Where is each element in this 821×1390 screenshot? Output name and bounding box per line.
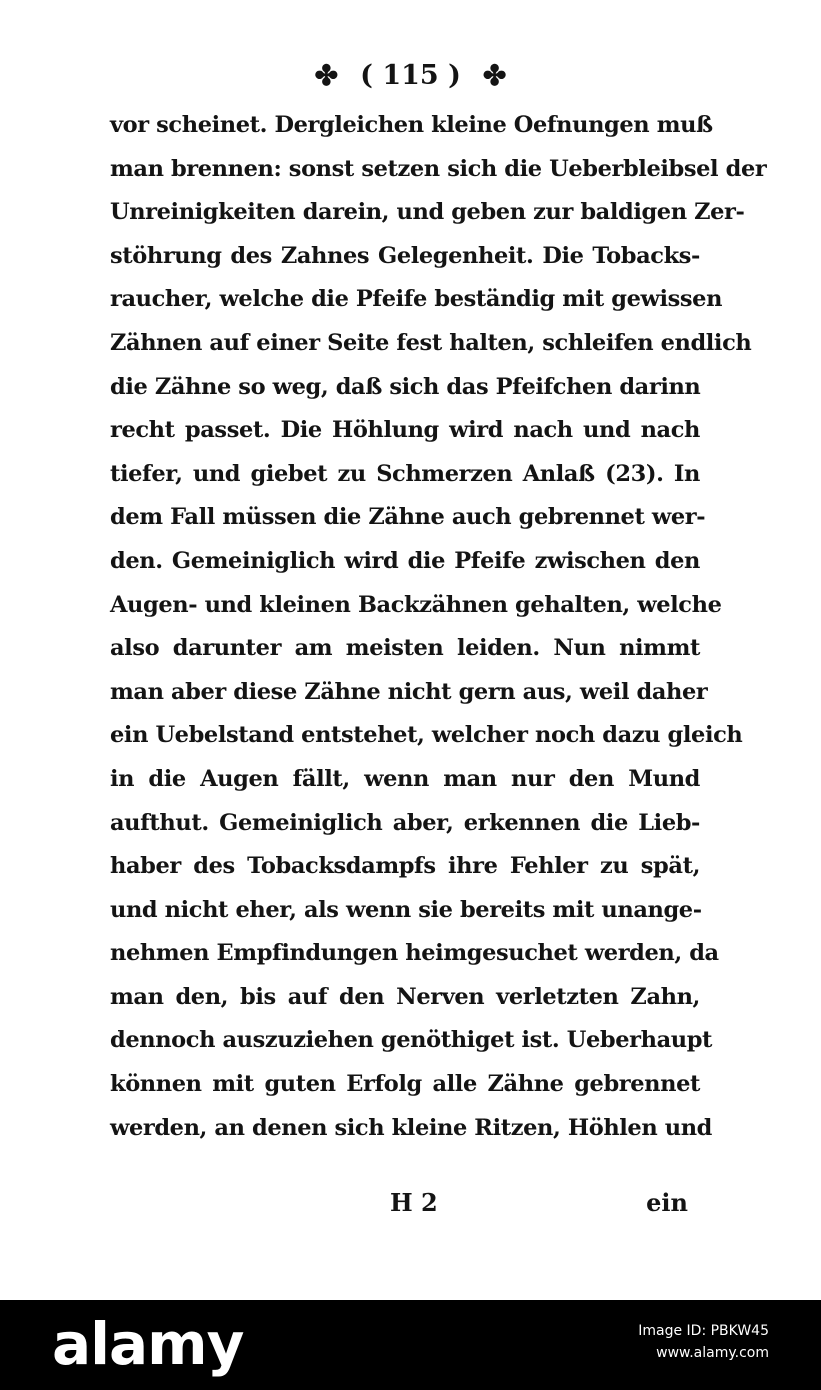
text-line: ein Uebelstand entstehet, welcher noch dazu gleich [110,722,743,749]
text-line: werden, an denen sich kleine Ritzen, Höhlen und [110,1114,712,1141]
page-number: ( 115 ) [360,59,461,91]
text-line: Unreinigkeiten darein, und geben zur baldigen Zer- [110,199,745,226]
watermark-bar [0,1300,821,1390]
ornament-right-icon: ✤ [482,58,507,92]
text-line: man brennen: sonst setzen sich die Ueberbleibsel der [110,155,767,182]
text-line: also darunter am meisten leiden. Nun nimmt [110,635,700,662]
watermark-info [638,1320,769,1364]
text-line: aufthut. Gemeiniglich aber, erkennen die Lieb- [110,809,700,836]
body-text [110,104,767,1150]
text-line: den. Gemeiniglich wird die Pfeife zwischen den [110,547,700,574]
text-line: und nicht eher, als wenn sie bereits mit unange- [110,896,702,923]
text-line: die Zähne so weg, daß sich das Pfeifchen darinn [110,373,701,400]
text-line: dennoch auszuziehen genöthiget ist. Ueberhaupt [110,1027,713,1054]
ornament-left-icon: ✤ [314,58,339,92]
watermark-logo: alamy [52,1310,244,1378]
text-line: vor scheinet. Dergleichen kleine Oefnungen muß [110,112,713,138]
text-line: nehmen Empfindungen heimgesuchet werden, da [110,940,719,967]
catchword: ein [646,1188,688,1217]
text-line: Zähnen auf einer Seite fest halten, schleifen endlich [110,329,752,356]
image-id-label: Image ID: PBKW45 [638,1323,769,1339]
text-line: recht passet. Die Höhlung wird nach und nach [110,417,700,444]
text-line: stöhrung des Zahnes Gelegenheit. Die Tobacks- [110,242,700,269]
watermark-url: www.alamy.com [656,1345,769,1361]
text-line: können mit guten Erfolg alle Zähne gebrennet [110,1071,700,1098]
signature-mark: H 2 [390,1188,438,1217]
text-line: man den, bis auf den Nerven verletzten Zahn, [110,983,700,1010]
page-footer [110,1184,700,1228]
text-line: tiefer, und giebet zu Schmerzen Anlaß (23). In [110,460,700,487]
text-line: dem Fall müssen die Zähne auch gebrennet wer- [110,504,706,531]
text-line: raucher, welche die Pfeife beständig mit gewissen [110,286,723,313]
text-line: Augen- und kleinen Backzähnen gehalten, welche [110,591,722,618]
text-line: haber des Tobacksdampfs ihre Fehler zu spät, [110,853,700,880]
page-header [0,50,821,100]
text-line: man aber diese Zähne nicht gern aus, weil daher [110,678,708,705]
text-line: in die Augen fällt, wenn man nur den Mund [110,765,700,792]
